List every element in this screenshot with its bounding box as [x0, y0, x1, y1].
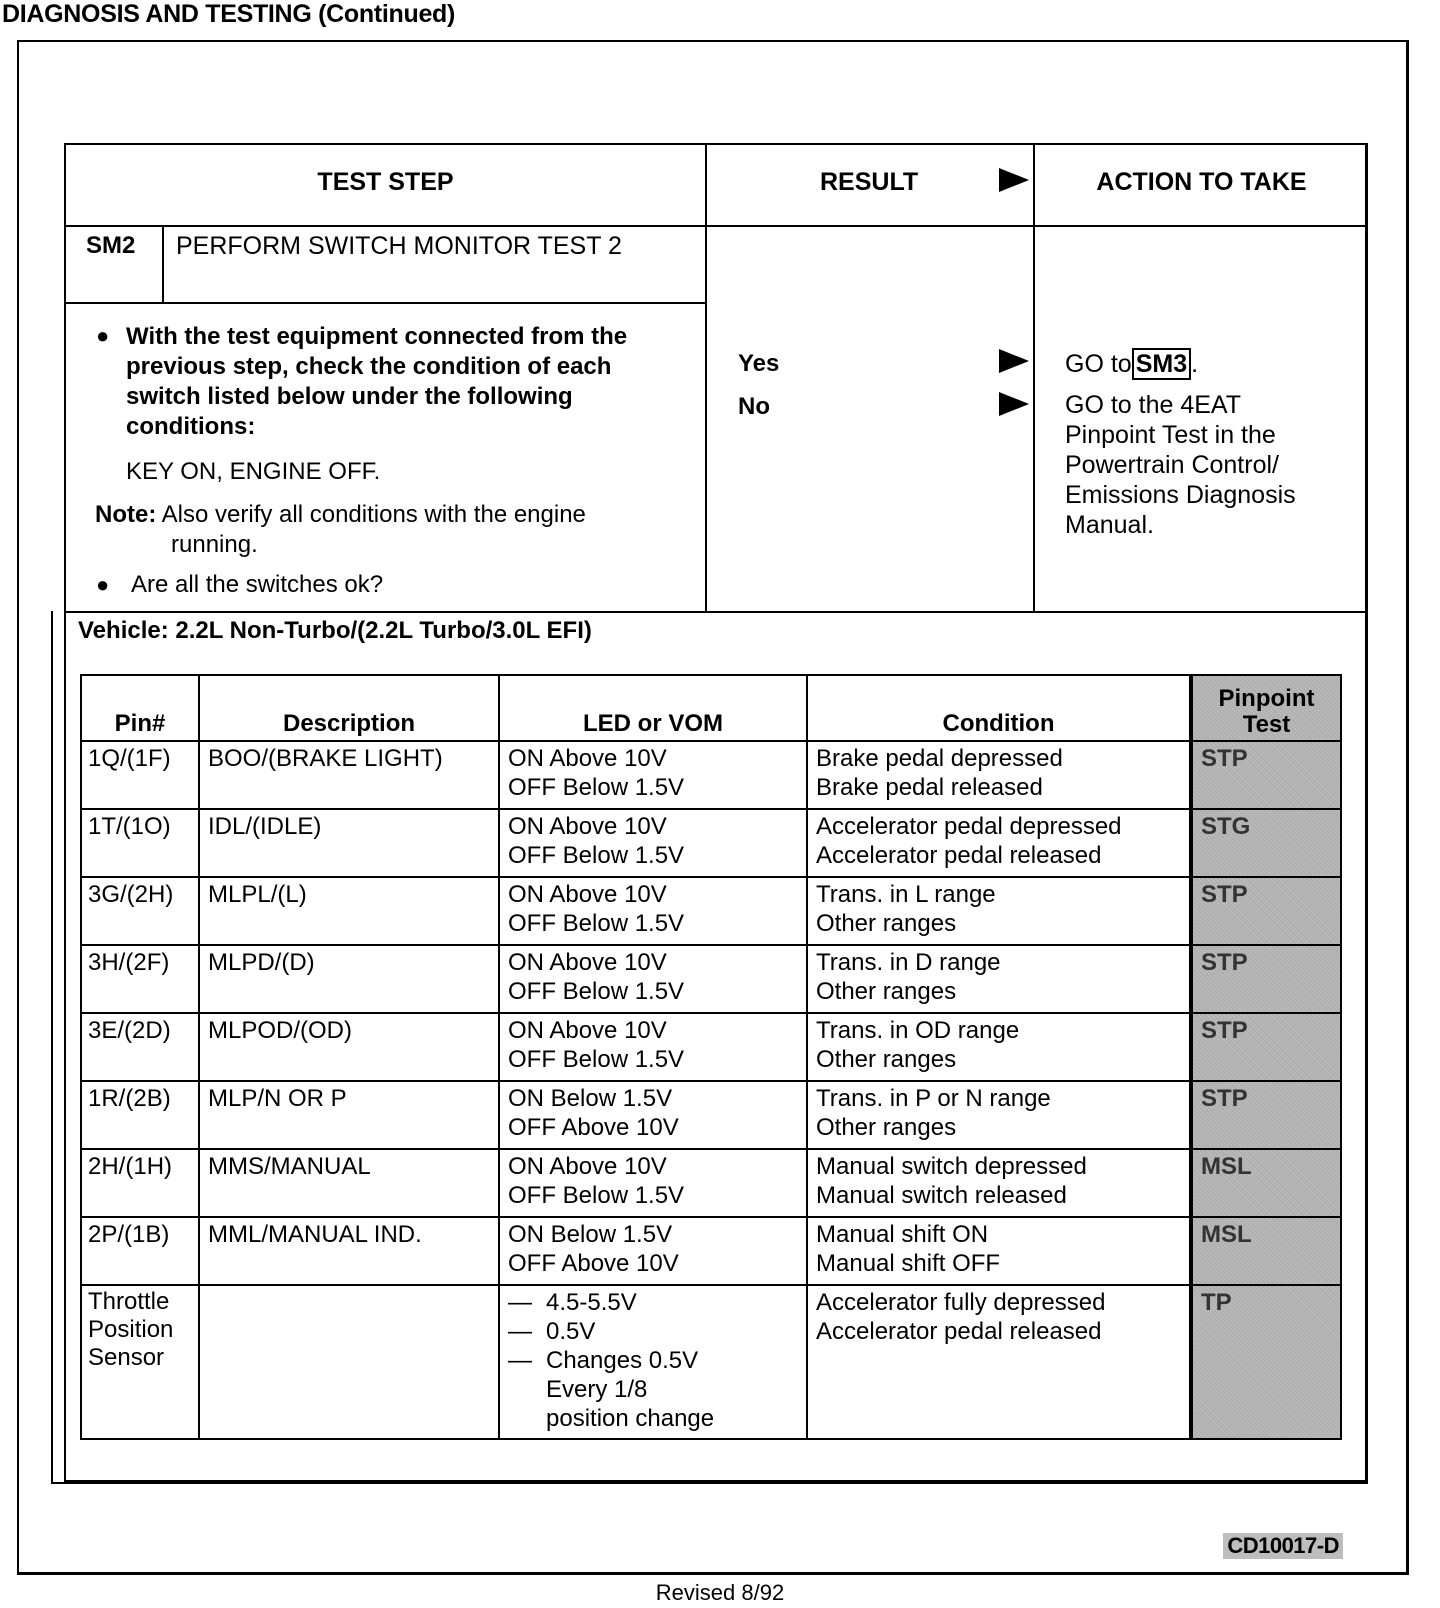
led-value: OFF Below 1.5V — [508, 910, 685, 937]
condition-line: Other ranges — [816, 1046, 957, 1073]
pin-cell: 3G/(2H) — [81, 877, 199, 945]
action-yes-suffix: . — [1191, 350, 1199, 378]
description-cell: MML/MANUAL IND. — [199, 1217, 499, 1285]
led-cell — [499, 741, 807, 809]
led-cell — [499, 809, 807, 877]
led-value: ON Above 10V — [508, 813, 667, 840]
condition-line: Trans. in D range — [816, 949, 1001, 976]
divider — [51, 611, 53, 1484]
pin-cell: 3H/(2F) — [81, 945, 199, 1013]
divider — [64, 302, 707, 304]
switch-table-header — [81, 675, 1341, 741]
tps-led-list — [508, 1288, 798, 1433]
led-value: 4.5-5.5V — [546, 1289, 637, 1316]
pin-cell: 3E/(2D) — [81, 1013, 199, 1081]
action-line: Emissions Diagnosis — [1065, 481, 1296, 509]
pinpoint-test: STP — [1191, 945, 1341, 1013]
condition-cell — [807, 945, 1191, 1013]
led-value: Every 1/8 — [546, 1376, 648, 1403]
condition-line: Manual shift ON — [816, 1221, 989, 1248]
action-yes-prefix: GO to — [1065, 350, 1132, 378]
tps-condition — [807, 1285, 1191, 1439]
condition-line: Accelerator pedal depressed — [816, 813, 1122, 840]
list-item — [508, 1317, 798, 1346]
action-line: GO to the 4EAT — [1065, 391, 1242, 419]
instruction-line: switch listed below under the following — [126, 383, 573, 410]
action-line: Powertrain Control/ — [1065, 451, 1279, 479]
pin-cell: 1T/(1O) — [81, 809, 199, 877]
pinpoint-test: STP — [1191, 741, 1341, 809]
dash: — — [508, 1318, 532, 1345]
divider — [705, 143, 707, 613]
instruction-line: conditions: — [126, 413, 256, 440]
instruction-line: With the test equipment connected from the — [126, 323, 628, 350]
note — [95, 500, 695, 560]
note-line-1: Also verify all conditions with the engine — [161, 501, 586, 528]
condition-line: Trans. in OD range — [816, 1017, 1020, 1044]
action-line: Pinpoint Test in the — [1065, 421, 1276, 449]
pinpoint-test: STP — [1191, 1081, 1341, 1149]
result-no: No — [738, 393, 770, 420]
condition-cell — [807, 741, 1191, 809]
figure-code: CD10017-D — [1223, 1533, 1343, 1559]
action-yes — [1065, 349, 1198, 379]
key-condition: KEY ON, ENGINE OFF. — [126, 458, 381, 485]
divider — [51, 1482, 1368, 1484]
tps-led — [499, 1285, 807, 1439]
page-header: DIAGNOSIS AND TESTING (Continued) — [2, 0, 456, 28]
instruction-bullet-1 — [126, 322, 696, 442]
sm3-reference: SM3 — [1132, 348, 1191, 380]
step-id: SM2 — [86, 232, 136, 259]
divider — [64, 225, 1368, 227]
description-cell: MLPD/(D) — [199, 945, 499, 1013]
led-value: 0.5V — [546, 1318, 596, 1345]
table-row — [81, 1217, 1341, 1285]
description-cell: MLPOD/(OD) — [199, 1013, 499, 1081]
switch-table-body — [81, 741, 1341, 1285]
led-value: OFF Below 1.5V — [508, 978, 685, 1005]
instruction-bullet-2: Are all the switches ok? — [131, 571, 384, 598]
bullet-icon: ● — [96, 323, 110, 348]
table-row — [81, 877, 1341, 945]
led-value: ON Above 10V — [508, 1017, 667, 1044]
condition-line: Other ranges — [816, 910, 957, 937]
result-yes: Yes — [738, 350, 780, 377]
condition-line: Other ranges — [816, 978, 957, 1005]
led-value: ON Above 10V — [508, 949, 667, 976]
description-cell: MLPL/(L) — [199, 877, 499, 945]
pin-cell: 2P/(1B) — [81, 1217, 199, 1285]
action-line: Manual. — [1065, 511, 1154, 539]
led-cell — [499, 1217, 807, 1285]
condition-line: Brake pedal released — [816, 774, 1043, 801]
condition-cell — [807, 1013, 1191, 1081]
condition-line: Manual shift OFF — [816, 1250, 1001, 1277]
condition-line: Trans. in L range — [816, 881, 996, 908]
led-value: position change — [546, 1405, 715, 1432]
dash: — — [508, 1347, 532, 1374]
pin-cell: 1R/(2B) — [81, 1081, 199, 1149]
led-value: Changes 0.5V — [546, 1347, 699, 1374]
condition-line: Accelerator pedal released — [816, 1318, 1102, 1345]
table-row — [81, 1285, 1341, 1439]
led-value: ON Above 10V — [508, 745, 667, 772]
note-line-2: running. — [171, 531, 258, 558]
pin-line: Throttle — [88, 1288, 170, 1315]
condition-cell — [807, 1217, 1191, 1285]
column-header-pinpoint: Pinpoint Test — [1191, 675, 1341, 741]
condition-line: Trans. in P or N range — [816, 1085, 1051, 1112]
condition-cell — [807, 809, 1191, 877]
led-cell — [499, 1013, 807, 1081]
switch-table — [80, 674, 1342, 1440]
description-cell: MLP/N OR P — [199, 1081, 499, 1149]
led-value: ON Below 1.5V — [508, 1221, 673, 1248]
column-header-pin: Pin# — [81, 675, 199, 741]
led-cell — [499, 877, 807, 945]
instruction-line: previous step, check the condition of each — [126, 353, 612, 380]
led-value: ON Above 10V — [508, 881, 667, 908]
no-arrow-icon — [999, 392, 1029, 416]
table-row — [81, 945, 1341, 1013]
divider — [162, 225, 164, 302]
condition-line: Manual switch depressed — [816, 1153, 1087, 1180]
tps-description — [199, 1285, 499, 1439]
pinpoint-test: MSL — [1191, 1149, 1341, 1217]
condition-line: Manual switch released — [816, 1182, 1067, 1209]
description-cell: MMS/MANUAL — [199, 1149, 499, 1217]
action-no — [1065, 390, 1296, 540]
condition-line: Brake pedal depressed — [816, 745, 1063, 772]
pinpoint-test: STP — [1191, 877, 1341, 945]
table-row — [81, 741, 1341, 809]
table-row — [81, 1149, 1341, 1217]
step-title: PERFORM SWITCH MONITOR TEST 2 — [176, 232, 622, 260]
description-cell: BOO/(BRAKE LIGHT) — [199, 741, 499, 809]
footer-revision: Revised 8/92 — [655, 1580, 785, 1605]
description-cell: IDL/(IDLE) — [199, 809, 499, 877]
note-label: Note: — [95, 501, 157, 528]
result-arrow-icon — [999, 168, 1029, 192]
led-cell — [499, 945, 807, 1013]
pinpoint-test: STP — [1191, 1013, 1341, 1081]
condition-cell — [807, 1149, 1191, 1217]
led-value: OFF Above 10V — [508, 1114, 679, 1141]
divider — [1033, 143, 1035, 613]
led-value: OFF Below 1.5V — [508, 1182, 685, 1209]
vehicle-label: Vehicle: 2.2L Non-Turbo/(2.2L Turbo/3.0L EFI) — [78, 617, 592, 644]
pinpoint-test: TP — [1191, 1285, 1341, 1439]
led-value: ON Below 1.5V — [508, 1085, 673, 1112]
pin-cell: 2H/(1H) — [81, 1149, 199, 1217]
pinpoint-test: MSL — [1191, 1217, 1341, 1285]
test-step-header: TEST STEP — [317, 168, 454, 196]
led-value: OFF Below 1.5V — [508, 774, 685, 801]
led-value: OFF Above 10V — [508, 1250, 679, 1277]
condition-cell — [807, 1081, 1191, 1149]
led-value: OFF Below 1.5V — [508, 842, 685, 869]
action-header: ACTION TO TAKE — [1096, 168, 1307, 196]
tps-pin — [81, 1285, 199, 1439]
column-header-description: Description — [199, 675, 499, 741]
table-row — [81, 809, 1341, 877]
pin-line: Position — [88, 1316, 174, 1343]
led-cell — [499, 1149, 807, 1217]
column-header-led: LED or VOM — [499, 675, 807, 741]
yes-arrow-icon — [999, 349, 1029, 373]
result-header: RESULT — [820, 168, 919, 196]
bullet-icon: ● — [96, 572, 110, 597]
condition-line: Other ranges — [816, 1114, 957, 1141]
led-value: OFF Below 1.5V — [508, 1046, 685, 1073]
column-header-condition: Condition — [807, 675, 1191, 741]
led-cell — [499, 1081, 807, 1149]
condition-cell — [807, 877, 1191, 945]
table-row — [81, 1081, 1341, 1149]
condition-line: Accelerator pedal released — [816, 842, 1102, 869]
pinpoint-test: STG — [1191, 809, 1341, 877]
list-item — [508, 1346, 798, 1433]
table-row — [81, 1013, 1341, 1081]
led-value: ON Above 10V — [508, 1153, 667, 1180]
list-item — [508, 1288, 798, 1317]
divider — [64, 611, 1368, 613]
dash: — — [508, 1289, 532, 1316]
pin-line: Sensor — [88, 1344, 165, 1371]
pin-cell: 1Q/(1F) — [81, 741, 199, 809]
condition-line: Accelerator fully depressed — [816, 1289, 1106, 1316]
